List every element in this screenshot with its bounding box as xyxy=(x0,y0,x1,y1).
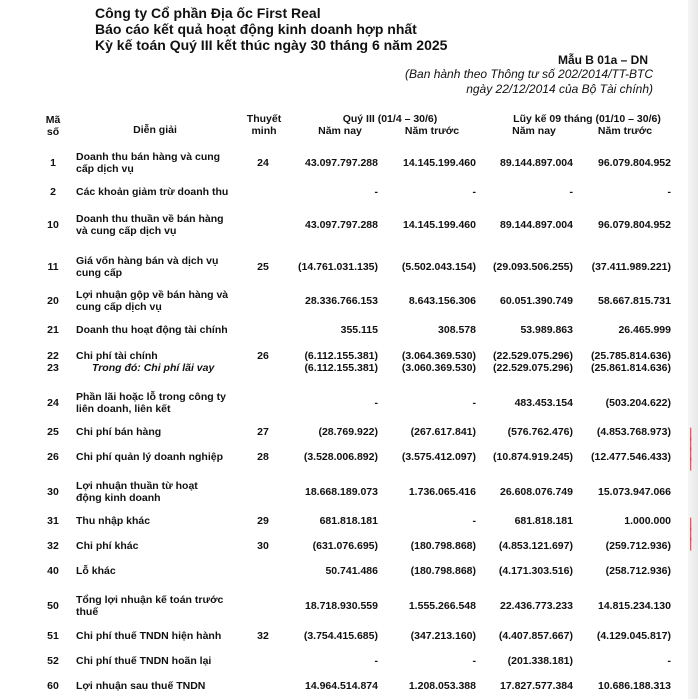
company-name: Công ty Cổ phần Địa ốc First Real xyxy=(95,5,321,21)
row-ytd-this-year: 60.051.390.749 xyxy=(500,295,573,307)
row-description xyxy=(76,565,116,577)
row-ytd-prev-year: (25.785.814.636) xyxy=(591,350,671,362)
row-code: 32 xyxy=(47,540,59,552)
row-description-line-1: Chi phí bán hàng xyxy=(76,426,162,438)
row-code: 2 xyxy=(50,186,56,198)
issuance-line-1: (Ban hành theo Thông tư số 202/2014/TT-BTC xyxy=(405,67,653,81)
report-title: Báo cáo kết quả hoạt động kinh doanh hợp nhất xyxy=(95,21,417,37)
row-q3-prev-year: (3.575.412.097) xyxy=(401,451,476,463)
row-code: 21 xyxy=(47,324,59,336)
row-description-line-2: cung cấp dịch vụ xyxy=(76,301,162,313)
row-q3-this-year: 43.097.797.288 xyxy=(305,157,378,169)
col-ytd-prev-year: Năm trước xyxy=(597,125,653,137)
row-q3-this-year: 28.336.766.153 xyxy=(305,295,378,307)
row-ytd-prev-year: 14.815.234.130 xyxy=(598,600,671,612)
row-description-line-2: thuế xyxy=(76,606,99,618)
row-ytd-this-year: 89.144.897.004 xyxy=(500,219,573,231)
row-q3-prev-year: - xyxy=(472,397,476,409)
row-q3-this-year: 14.964.514.874 xyxy=(305,680,378,692)
col-code-header: Mã số xyxy=(45,114,61,138)
row-description xyxy=(76,151,220,175)
row-ytd-this-year: 483.453.154 xyxy=(514,397,573,409)
issuance-note xyxy=(405,67,653,97)
row-code: 30 xyxy=(47,486,59,498)
row-description-line-1: Phần lãi hoặc lỗ trong công ty xyxy=(76,391,226,403)
row-description xyxy=(76,480,198,504)
row-q3-prev-year: 14.145.199.460 xyxy=(403,157,476,169)
row-description-line-2: cung cấp xyxy=(76,267,123,279)
row-q3-this-year: (28.769.922) xyxy=(318,426,378,438)
page-edge xyxy=(688,0,698,699)
row-q3-this-year: - xyxy=(374,655,378,667)
row-description-line-1: Chi phí quản lý doanh nghiệp xyxy=(76,451,223,463)
row-description-line-1: Các khoản giảm trừ doanh thu xyxy=(76,186,229,198)
row-description xyxy=(92,362,214,374)
row-q3-prev-year: 1.555.266.548 xyxy=(408,600,476,612)
row-description xyxy=(76,655,211,667)
row-q3-prev-year: (180.798.868) xyxy=(410,565,476,577)
row-ytd-prev-year: (25.861.814.636) xyxy=(591,362,671,374)
row-description xyxy=(76,594,223,618)
row-description xyxy=(76,391,226,415)
row-ytd-prev-year: (37.411.989.221) xyxy=(591,261,671,273)
row-q3-prev-year: 14.145.199.460 xyxy=(403,219,476,231)
row-description-line-1: Trong đó: Chi phí lãi vay xyxy=(92,362,215,374)
row-q3-prev-year: (267.617.841) xyxy=(410,426,476,438)
row-description-line-1: Chi phí thuế TNDN hoãn lại xyxy=(76,655,212,667)
row-code: 60 xyxy=(47,680,59,692)
row-ytd-prev-year: - xyxy=(667,186,671,198)
row-code: 1 xyxy=(50,157,56,169)
row-ytd-this-year: (22.529.075.296) xyxy=(493,350,573,362)
row-code: 40 xyxy=(47,565,59,577)
col-q3-header: Quý III (01/4 – 30/6) xyxy=(342,113,438,125)
row-description-line-1: Tổng lợi nhuận kế toán trước xyxy=(76,594,224,606)
row-code: 51 xyxy=(47,630,59,642)
row-description-line-2: liên doanh, liên kết xyxy=(76,403,171,415)
row-q3-this-year: (3.528.006.892) xyxy=(303,451,378,463)
row-code: 24 xyxy=(47,397,59,409)
row-description-line-1: Lợi nhuận gộp về bán hàng và xyxy=(76,289,229,301)
row-q3-this-year: (6.112.155.381) xyxy=(304,362,378,374)
row-code: 22 xyxy=(47,350,59,362)
form-code: Mẫu B 01a – DN xyxy=(557,53,648,67)
row-ytd-prev-year: 15.073.947.066 xyxy=(598,486,671,498)
row-ytd-prev-year: (258.712.936) xyxy=(605,565,671,577)
row-q3-prev-year: - xyxy=(472,515,476,527)
row-q3-this-year: 18.718.930.559 xyxy=(305,600,378,612)
row-code: 10 xyxy=(47,219,59,231)
row-description-line-1: Lỗ khác xyxy=(76,565,116,577)
row-q3-this-year: - xyxy=(374,397,378,409)
row-code: 50 xyxy=(47,600,59,612)
col-ytd-header: Lũy kế 09 tháng (01/10 – 30/6) xyxy=(513,113,661,125)
row-description-line-1: Doanh thu bán hàng và cung xyxy=(76,151,221,163)
row-description xyxy=(76,255,218,279)
row-ytd-prev-year: 96.079.804.952 xyxy=(598,219,671,231)
row-ytd-prev-year: (4.129.045.817) xyxy=(596,630,671,642)
row-q3-prev-year: 308.578 xyxy=(438,324,476,336)
col-q3-prev-year: Năm trước xyxy=(404,125,460,137)
row-ytd-this-year: 22.436.773.233 xyxy=(500,600,573,612)
row-q3-this-year: 681.818.181 xyxy=(319,515,378,527)
row-ytd-this-year: (4.853.121.697) xyxy=(498,540,573,552)
row-description-line-1: Thu nhập khác xyxy=(76,515,151,527)
row-ytd-this-year: (4.407.857.667) xyxy=(498,630,573,642)
row-q3-this-year: 355.115 xyxy=(340,324,378,336)
row-code: 26 xyxy=(47,451,59,463)
row-description xyxy=(76,630,221,642)
row-code: 23 xyxy=(47,362,59,374)
row-q3-prev-year: (3.060.369.530) xyxy=(401,362,476,374)
row-description xyxy=(76,289,228,313)
row-description-line-1: Lợi nhuận sau thuế TNDN xyxy=(76,680,206,692)
row-description-line-1: Doanh thu hoạt động tài chính xyxy=(76,324,228,336)
col-q3-this-year: Năm nay xyxy=(318,125,362,137)
row-ytd-this-year: 53.989.863 xyxy=(520,324,573,336)
row-ytd-this-year: 17.827.577.384 xyxy=(500,680,573,692)
row-note: 27 xyxy=(257,426,269,438)
row-note: 29 xyxy=(257,515,269,527)
row-q3-prev-year: (347.213.160) xyxy=(410,630,476,642)
row-description-line-1: Giá vốn hàng bán và dịch vụ xyxy=(76,255,219,267)
col-desc-header: Diễn giải xyxy=(133,124,177,136)
margin-handwriting-2: │ │ │ xyxy=(687,518,694,551)
row-code: 20 xyxy=(47,295,59,307)
row-description xyxy=(76,540,138,552)
row-description-line-1: Lợi nhuận thuần từ hoạt xyxy=(76,480,198,492)
row-ytd-prev-year: (259.712.936) xyxy=(605,540,671,552)
row-note: 26 xyxy=(257,350,269,362)
row-ytd-prev-year: 58.667.815.731 xyxy=(598,295,671,307)
row-q3-prev-year: 1.208.053.388 xyxy=(408,680,476,692)
row-q3-this-year: (14.761.031.135) xyxy=(298,261,378,273)
row-note: 30 xyxy=(257,540,269,552)
row-ytd-prev-year: 1.000.000 xyxy=(624,515,671,527)
row-description-line-1: Chi phí khác xyxy=(76,540,139,552)
row-ytd-this-year: 26.608.076.749 xyxy=(500,486,573,498)
row-note: 25 xyxy=(257,261,269,273)
row-q3-this-year: (3.754.415.685) xyxy=(303,630,378,642)
row-description-line-1: Doanh thu thuần về bán hàng xyxy=(76,213,224,225)
row-q3-this-year: 50.741.486 xyxy=(325,565,378,577)
row-q3-prev-year: - xyxy=(472,186,476,198)
row-ytd-prev-year: 10.686.188.313 xyxy=(598,680,671,692)
row-q3-prev-year: - xyxy=(472,655,476,667)
row-code: 31 xyxy=(47,515,59,527)
row-ytd-this-year: (4.171.303.516) xyxy=(498,565,573,577)
margin-handwriting: │ │ │ │ xyxy=(687,428,694,471)
row-note: 24 xyxy=(257,157,269,169)
row-code: 25 xyxy=(47,426,59,438)
row-ytd-this-year: 89.144.897.004 xyxy=(500,157,573,169)
row-note: 28 xyxy=(257,451,269,463)
row-ytd-prev-year: (12.477.546.433) xyxy=(591,451,671,463)
row-ytd-prev-year: - xyxy=(667,655,671,667)
row-description-line-1: Chi phí tài chính xyxy=(76,350,158,362)
row-q3-this-year: (6.112.155.381) xyxy=(304,350,378,362)
row-description xyxy=(76,680,205,692)
row-ytd-prev-year: (503.204.622) xyxy=(605,397,671,409)
row-ytd-this-year: 681.818.181 xyxy=(514,515,573,527)
report-header xyxy=(95,5,447,53)
row-ytd-prev-year: (4.853.768.973) xyxy=(596,426,671,438)
row-ytd-prev-year: 26.465.999 xyxy=(618,324,671,336)
row-q3-prev-year: (5.502.043.154) xyxy=(401,261,476,273)
row-q3-this-year: 43.097.797.288 xyxy=(305,219,378,231)
row-q3-this-year: 18.668.189.073 xyxy=(305,486,378,498)
row-description-line-2: và cung cấp dịch vụ xyxy=(76,225,177,237)
row-ytd-this-year: (10.874.919.245) xyxy=(493,451,573,463)
row-description xyxy=(76,426,161,438)
row-description xyxy=(76,451,223,463)
row-ytd-prev-year: 96.079.804.952 xyxy=(598,157,671,169)
row-ytd-this-year: (22.529.075.296) xyxy=(493,362,573,374)
row-q3-prev-year: (180.798.868) xyxy=(410,540,476,552)
row-description xyxy=(76,350,158,362)
row-ytd-this-year: (201.338.181) xyxy=(507,655,573,667)
row-description xyxy=(76,186,228,198)
row-description xyxy=(76,324,228,336)
row-description-line-2: động kinh doanh xyxy=(76,492,161,504)
row-code: 11 xyxy=(47,261,59,273)
row-ytd-this-year: (29.093.506.255) xyxy=(493,261,573,273)
issuance-line-2: ngày 22/12/2014 của Bộ Tài chính) xyxy=(466,82,653,96)
row-q3-prev-year: (3.064.369.530) xyxy=(401,350,476,362)
row-code: 52 xyxy=(47,655,59,667)
report-period: Kỳ kế toán Quý III kết thúc ngày 30 tháng 6 năm 2025 xyxy=(95,37,448,53)
row-description xyxy=(76,515,150,527)
row-q3-prev-year: 8.643.156.306 xyxy=(408,295,476,307)
row-description xyxy=(76,213,224,237)
row-q3-this-year: - xyxy=(374,186,378,198)
col-ytd-this-year: Năm nay xyxy=(512,125,556,137)
row-ytd-this-year: - xyxy=(569,186,573,198)
row-q3-this-year: (631.076.695) xyxy=(312,540,378,552)
col-note-header: Thuyết minh xyxy=(246,113,282,137)
row-description-line-2: cấp dịch vụ xyxy=(76,163,134,175)
row-q3-prev-year: 1.736.065.416 xyxy=(408,486,476,498)
row-description-line-1: Chi phí thuế TNDN hiện hành xyxy=(76,630,222,642)
row-ytd-this-year: (576.762.476) xyxy=(507,426,573,438)
row-note: 32 xyxy=(257,630,269,642)
